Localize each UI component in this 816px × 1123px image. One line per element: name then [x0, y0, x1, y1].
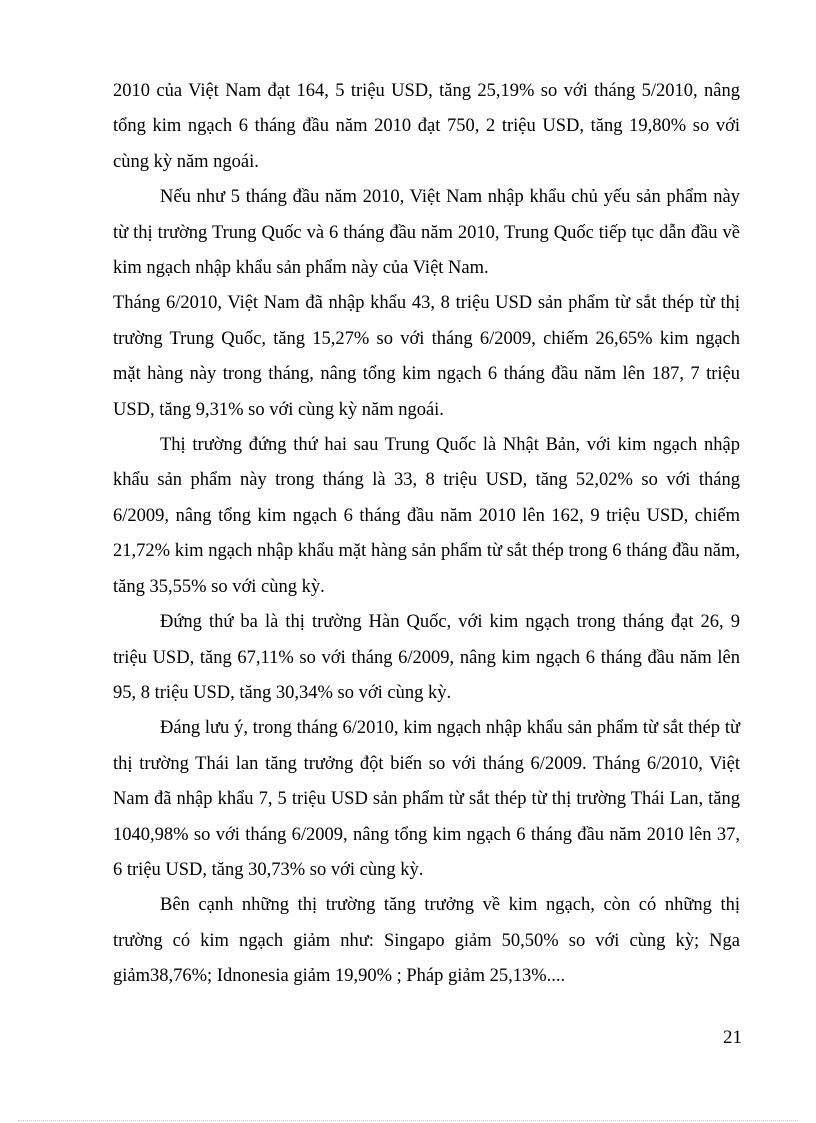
paragraph-thailand-market: Đáng lưu ý, trong tháng 6/2010, kim ngạch nhập khẩu sản phẩm từ sắt thép từ thị trường Thái lan tăng trưởng đột biến so với tháng 6/2009. Tháng 6/2010, Việt Nam đã nhập khẩu 7, 5 triệu USD sản phẩm từ sắt thép từ thị trường Thái Lan, tăng 1040,98% so với tháng 6/2009, nâng tổng kim ngạch 6 tháng đầu năm 2010 lên 37, 6 triệu USD, tăng 30,73% so với cùng kỳ.	[113, 718, 740, 880]
document-body	[113, 74, 740, 995]
paragraph-declining-markets: Bên cạnh những thị trường tăng trưởng về kim ngạch, còn có những thị trường có kim ngạch giảm như: Singapo giảm 50,50% so với cùng kỳ; Nga giảm38,76%; Idnonesia giảm 19,90% ; Pháp giảm 25,13%....	[113, 895, 740, 987]
paragraph-japan-market: Thị trường đứng thứ hai sau Trung Quốc là Nhật Bản, với kim ngạch nhập khẩu sản phẩm này trong tháng là 33, 8 triệu USD, tăng 52,02% so với tháng 6/2009, nâng tổng kim ngạch 6 tháng đầu năm 2010 lên 162, 9 triệu USD, chiếm 21,72% kim ngạch nhập khẩu mặt hàng sản phẩm từ sắt thép trong 6 tháng đầu năm, tăng 35,55% so với cùng kỳ.	[113, 435, 740, 597]
paragraph-continuation: 2010 của Việt Nam đạt 164, 5 triệu USD, tăng 25,19% so với tháng 5/2010, nâng tổng kim ngạch 6 tháng đầu năm 2010 đạt 750, 2 triệu USD, tăng 19,80% so với cùng kỳ năm ngoái.	[113, 81, 740, 172]
paragraph-china-market: Tháng 6/2010, Việt Nam đã nhập khẩu 43, 8 triệu USD sản phẩm từ sắt thép từ thị trường Trung Quốc, tăng 15,27% so với tháng 6/2009, chiếm 26,65% kim ngạch mặt hàng này trong tháng, nâng tổng kim ngạch 6 tháng đầu năm lên 187, 7 triệu USD, tăng 9,31% so với cùng kỳ năm ngoái.	[113, 293, 740, 420]
page-bottom-divider	[18, 1120, 798, 1121]
paragraph-import-source: Nếu như 5 tháng đầu năm 2010, Việt Nam nhập khẩu chủ yếu sản phẩm này từ thị trường Trung Quốc và 6 tháng đầu năm 2010, Trung Quốc tiếp tục dẫn đầu về kim ngạch nhập khẩu sản phẩm này của Việt Nam.	[113, 187, 740, 279]
page-number: 21	[723, 1027, 742, 1048]
paragraph-korea-market: Đứng thứ ba là thị trường Hàn Quốc, với kim ngạch trong tháng đạt 26, 9 triệu USD, tăng 67,11% so với tháng 6/2009, nâng kim ngạch 6 tháng đầu năm lên 95, 8 triệu USD, tăng 30,34% so với cùng kỳ.	[113, 612, 740, 703]
